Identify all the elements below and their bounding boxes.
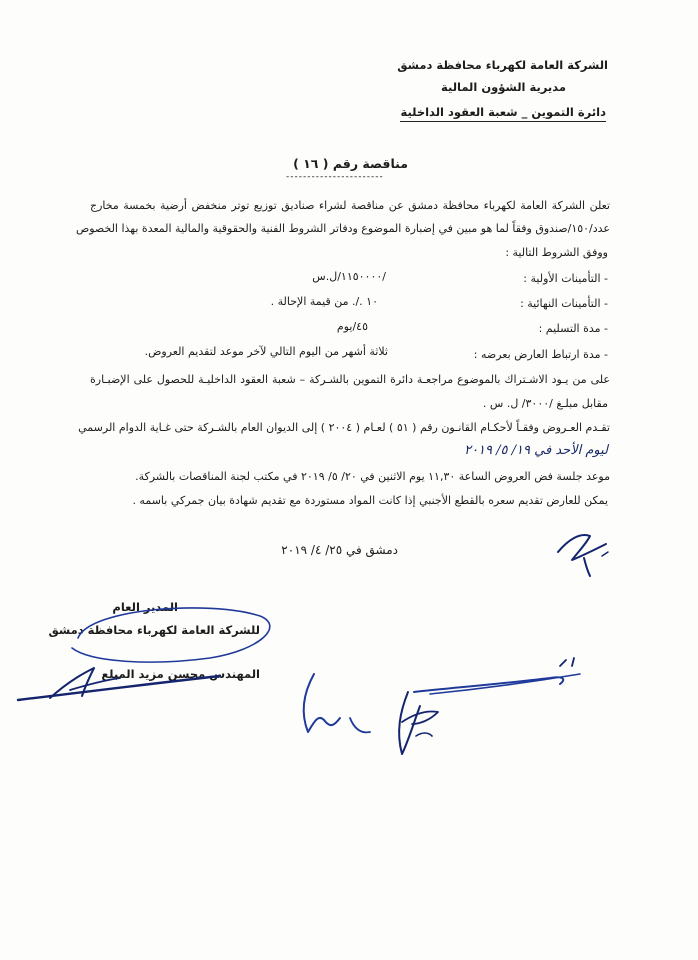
customs-note: يمكن للعارض تقديم سعره بالقطع الأجنبي إذا كانت المواد مستوردة مع تقديم شهادة بيان جمركي باسمه .: [132, 494, 608, 507]
term-label-final-deposit: - التأمينات النهائية :: [520, 297, 608, 310]
header-org-name: الشركة العامة لكهرباء محافظة دمشق: [397, 58, 608, 72]
signatory-name: المهندس محسن مزيد المبلع: [101, 667, 260, 681]
tender-title-underline: -----------------------: [286, 172, 384, 182]
term-value-commitment: ثلاثة أشهر من اليوم التالي لآخر موعد لتقديم العروض.: [144, 345, 388, 358]
term-value-initial-deposit: /١١٥٠٠٠٠/ل.س: [312, 270, 386, 283]
intro-line-3: ووفق الشروط التالية :: [505, 246, 608, 259]
main-signature: [10, 650, 230, 710]
subscription-line-1: على من يـود الاشـتراك بالموضوع مراجعـة دائرة التموين بالشـركة – شعبة العقود الداخليـة للحصول على الإضبـارة: [90, 373, 610, 386]
committee-signatures: [290, 662, 490, 772]
submission-deadline-handwritten: ليوم الأحد في ١٩/ ٥/ ٢٠١٩: [464, 443, 608, 458]
term-value-delivery: ٤٥/يوم: [336, 320, 368, 333]
term-label-delivery: - مدة التسليم :: [538, 322, 608, 335]
issue-date: دمشق في ٢٥/ ٤/ ٢٠١٩: [281, 543, 398, 557]
header-department: دائرة التموين _ شعبة العقود الداخلية: [400, 105, 606, 122]
header-directorate: مديرية الشؤون المالية: [441, 80, 566, 94]
intro-line-1: تعلن الشركة العامة لكهرباء محافظة دمشق عن مناقصة لشراء صناديق توزيع توتر منخفض أرضية بخمسة مخارج: [90, 199, 610, 212]
signatory-role: المدير العام: [112, 600, 178, 614]
submission-line-1: تقـدم العـروض وفقـاً لأحكـام القانـون رقم ( ٥١ ) لعـام ( ٢٠٠٤ ) إلى الديوان العام بالشـركة حتى غـاية الدوام الرسمي: [78, 421, 610, 434]
term-label-commitment: - مدة ارتباط العارض بعرضه :: [473, 348, 608, 361]
term-label-initial-deposit: - التأمينات الأولية :: [523, 272, 608, 285]
opening-session: موعد جلسة فض العروض الساعة ١١,٣٠ يوم الاثنين في ٢٠/ ٥/ ٢٠١٩ في مكتب لجنة المناقصات بالشركة.: [135, 470, 610, 483]
intro-line-2: عدد/١٥٠/صندوق وفقاً لما هو مبين في إضبارة الموضوع ودفاتر الشروط الفنية والحقوقية والمالية المعدة بهذا الخصوص: [75, 222, 610, 235]
initials-mark: [548, 522, 618, 582]
signatory-org: للشركة العامة لكهرباء محافظة دمشق: [48, 623, 260, 637]
subscription-line-2: مقابل مبلـغ /٣٠٠٠/ ل. س .: [482, 397, 608, 410]
tender-title: مناقصة رقم ( ١٦ ): [293, 156, 408, 171]
term-value-final-deposit: ١٠ ./. من قيمة الإحالة .: [270, 295, 378, 308]
